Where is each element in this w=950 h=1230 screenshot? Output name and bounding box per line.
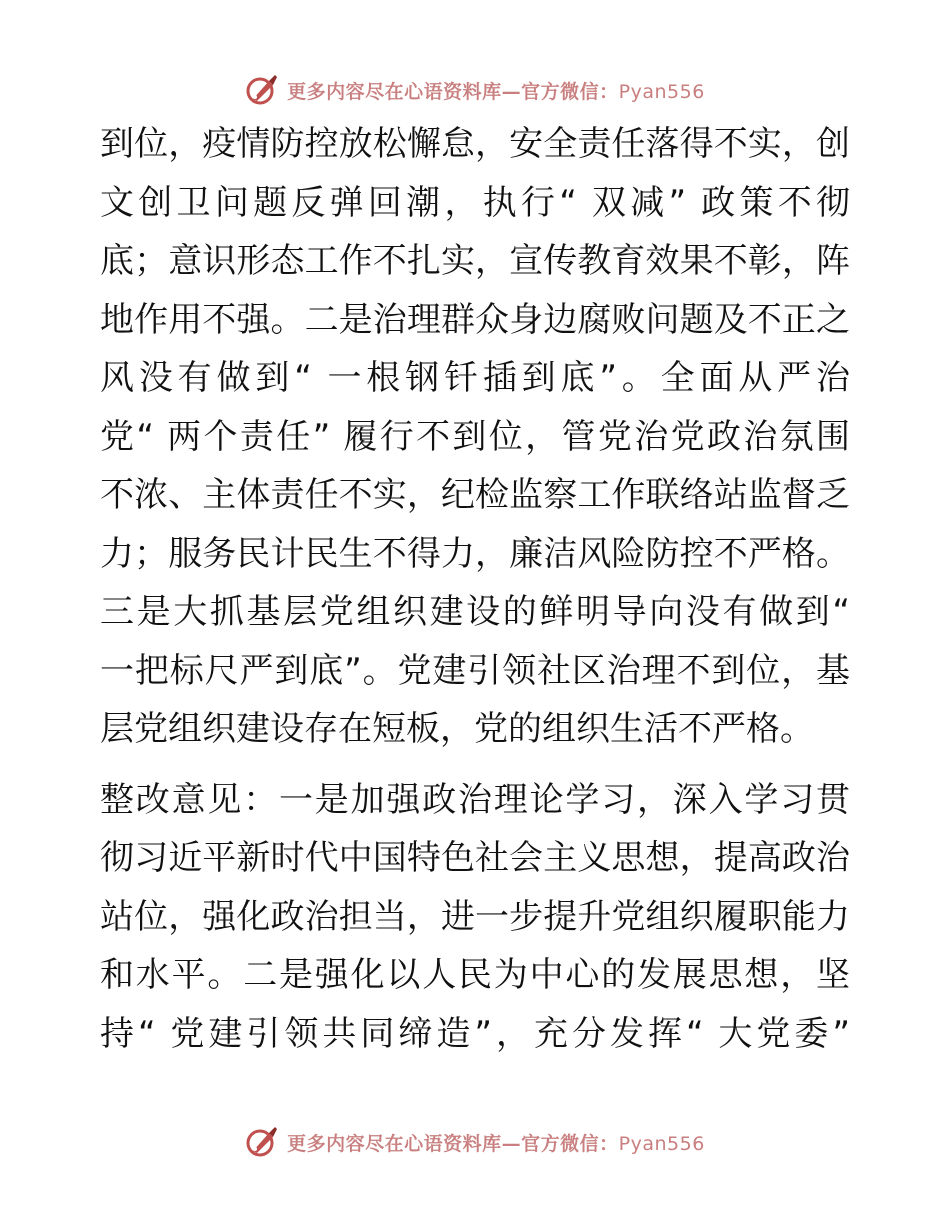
text-line: 一把标尺严到底”。党建引领社区治理不到位，基 xyxy=(100,650,850,691)
text-line: 三是大抓基层党组织建设的鲜明导向没有做到“ xyxy=(100,592,850,632)
text-line: 文创卫问题反弹回潮，执行“ 双减” 政策不彻 xyxy=(100,182,850,223)
watermark-handle: Pyan556 xyxy=(618,80,705,103)
text-line: 彻习近平新时代中国特色社会主义思想，提高政治 xyxy=(100,838,850,878)
watermark-label: 更多内容尽在心语资料库—官方微信： xyxy=(287,80,619,103)
watermark-text xyxy=(287,1129,705,1156)
watermark-handle: Pyan556 xyxy=(618,1132,705,1155)
watermark-label: 更多内容尽在心语资料库—官方微信： xyxy=(287,1132,619,1155)
text-line: 层党组织建设存在短板，党的组织生活不严格。 xyxy=(100,709,814,749)
paragraph-1 xyxy=(100,115,850,759)
text-line: 党“ 两个责任” 履行不到位，管党治党政治氛围 xyxy=(100,416,850,457)
pen-logo-icon xyxy=(245,73,279,107)
text-line: 到位，疫情防控放松懈怠，安全责任落得不实，创 xyxy=(100,124,850,164)
document-body xyxy=(100,115,850,1063)
text-line: 底；意识形态工作不扎实，宣传教育效果不彰，阵 xyxy=(100,241,850,281)
text-line: 站位，强化政治担当，进一步提升党组织履职能力 xyxy=(100,896,850,937)
pen-logo-icon xyxy=(245,1125,279,1159)
text-line: 整改意见：一是加强政治理论学习，深入学习贯 xyxy=(100,779,850,820)
paragraph-2 xyxy=(100,771,850,1064)
text-line: 风没有做到“ 一根钢钎插到底”。全面从严治 xyxy=(100,358,850,398)
header-watermark xyxy=(0,70,950,110)
text-line: 力；服务民计民生不得力，廉洁风险防控不严格。 xyxy=(100,533,850,574)
text-line: 和水平。二是强化以人民为中心的发展思想，坚 xyxy=(100,955,850,995)
watermark-text xyxy=(287,77,705,104)
paragraph-gap xyxy=(100,759,850,771)
footer-watermark xyxy=(0,1122,950,1162)
text-line: 地作用不强。二是治理群众身边腐败问题及不正之 xyxy=(100,299,850,340)
text-line: 不浓、主体责任不实，纪检监察工作联络站监督乏 xyxy=(100,475,850,515)
text-line: 持“ 党建引领共同缔造”，充分发挥“ 大党委” xyxy=(100,1013,850,1054)
